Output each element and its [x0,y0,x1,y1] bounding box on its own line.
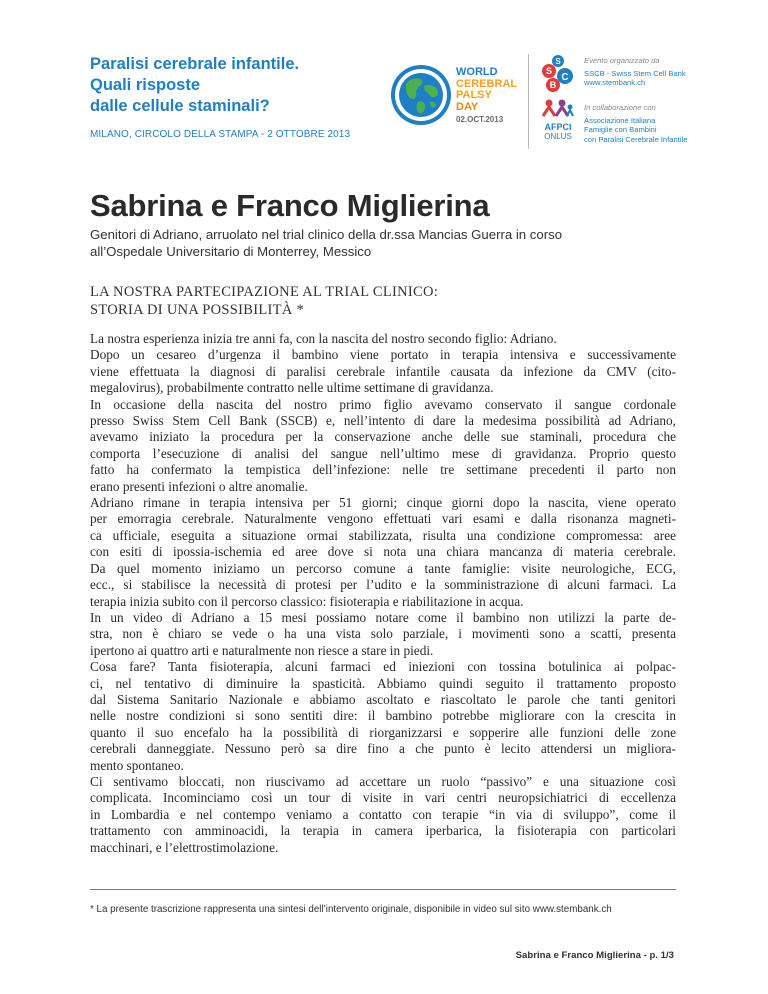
wcpd-word: DAY [456,100,479,113]
section-heading [90,283,438,319]
sscb-logo [538,54,578,94]
body-line: complicata. Incominciamo così un tour di visite in vari centri neuropsichiatrici di eccellenza [90,790,676,806]
partner-label: In collaborazione con [584,103,656,112]
body-line: stra, non è chiaro se vede o ha una vista solo parziale, i movimenti sono a scatti, presenta [90,626,676,642]
event-location-date: MILANO, CIRCOLO DELLA STAMPA - 2 OTTOBRE 2013 [90,129,351,140]
sscb-letter: B [549,80,557,90]
header-divider [528,54,529,149]
body-line: per emorragia cerebrale. Naturalmente vengono effettuati vari esami e dalla risonanza magneti- [90,511,676,527]
afpci-name: AFPCI [544,122,572,132]
partner-line: Associazione Italiana [584,115,656,125]
body-line: erano presenti infezioni o altre anomalie. [90,478,308,494]
body-line: In occasione della nascita del nostro primo figlio avevamo conservato il sangue cordonale [90,396,676,412]
sscb-letter: C [561,72,569,83]
body-line: con esiti di ipossia-ischemia ed aree dove si nota una chiara mancanza di materia cerebrale. [90,544,676,560]
body-line: Da quel momento iniziamo un percorso comune a tante famiglie: visite neurologiche, ECG, [90,560,676,576]
body-line: megalovirus), probabilmente contratto nelle ultime settimane di gravidanza. [90,380,494,396]
body-line: Ci sentivamo bloccati, non riuscivamo ad accettare un ruolo “passivo” e una situazione così [90,773,676,789]
body-line: comporta l’esecuzione di analisi del sangue nell’ultimo mese di gravidanza. Proprio questo [90,445,676,461]
article-body [90,331,676,856]
wcpd-word: CEREBRAL [456,77,518,90]
family-icon [540,98,576,118]
world-cerebral-palsy-day-logo [388,62,528,132]
sscb-letter: S [545,66,553,76]
afpci-onlus: ONLUS [544,132,572,141]
section-heading-line: STORIA DI UNA POSSIBILITÀ * [90,302,305,318]
body-line: Cosa fare? Tanta fisioterapia, alcuni farmaci ed iniezioni con tossina botulinica ai polpac- [90,659,676,675]
body-line: avevamo iniziato la procedura per la conservazione anche delle sue staminali, procedura che [90,429,676,445]
body-line: terapia inizia subito con il percorso classico: fisioterapia e riabilitazione in acqua. [90,593,524,609]
body-line: Adriano rimane in terapia intensiva per 51 giorni; cinque giorni dopo la nascita, viene operato [90,495,676,511]
organizer-name: SSCB - Swiss Stem Cell Bank [584,68,686,78]
footnote: * La presente trascrizione rappresenta una sintesi dell’intervento originale, disponibile in video sul sito www.stembank.ch [90,904,612,915]
body-line: ipertono ai quattro arti e naturalmente non riesce a stare in piedi. [90,642,434,658]
body-line: nelle nostre condizioni si sono sentiti dire: il bambino potrebbe migliorare con la crescita in [90,708,676,724]
globe-icon [388,62,454,128]
conference-title-line: Quali risposte [90,76,201,94]
body-line: mento spontaneo. [90,757,184,773]
body-line: La nostra esperienza inizia tre anni fa, con la nascita del nostro secondo figlio: Adriano. [90,331,557,346]
wcpd-word: WORLD [456,66,498,78]
organizer-info [584,56,686,88]
body-line: macchinari, e l’elettrostimolazione. [90,839,279,855]
body-line: ci, nel tentativo di diminuire la spasticità. Abbiamo quindi seguito il trattamento proposto [90,675,676,691]
organizer-label: Evento organizzato da [584,56,660,65]
partner-info [584,103,687,144]
conference-title-line: dalle cellule staminali? [90,97,270,115]
speaker-subtitle [90,226,690,260]
footnote-divider [90,889,676,890]
organizer-website: www.stembank.ch [584,78,646,88]
sscb-letter: S [555,57,561,66]
speaker-subtitle-line: Genitori di Adriano, arruolato nel trial clinico della dr.ssa Mancias Guerra in corso [90,227,563,242]
wcpd-date: 02.OCT.2013 [456,115,504,124]
wcpd-word: PALSY [456,89,492,101]
page-number: Sabrina e Franco Miglierina - p. 1/3 [515,950,674,961]
body-line: Dopo un cesareo d’urgenza il bambino viene portato in terapia intensiva e successivamente [90,347,676,363]
body-line: fatto ha confermato la tempistica dell’infezione: nelle tre settimane precedenti il parto non [90,462,676,478]
body-line: in Lombardia e nel contempo veniamo a contatto con terapie “in via di sviluppo”, come il [90,806,676,822]
body-line: In un video di Adriano a 15 mesi possiamo notare come il bambino non utilizzi la parte de- [90,609,676,625]
body-line: cerebrali danneggiate. Nessuno però sa dire fino a che punto è lecito attendersi un migliora- [90,741,676,757]
body-line: quanto il suo encefalo ha la possibilità di riorganizzarsi e sopperire alle funzioni delle zone [90,724,676,740]
partner-line: Famiglie con Bambini [584,125,657,135]
body-line: presso Swiss Stem Cell Bank (SSCB) e, nell’intento di dare la medesima possibilità ad Adriano, [90,413,676,429]
afpci-logo [540,98,576,141]
conference-title [90,54,390,117]
conference-title-line: Paralisi cerebrale infantile. [90,55,300,73]
body-line: viene effettuata la diagnosi di paralisi cerebrale infantile causata da infezione da CMV (cito- [90,363,676,379]
partner-line: con Paralisi Cerebrale Infantile [584,134,688,144]
body-line: dal Sistema Sanitario Nazionale e abbiamo ascoltato e riascoltato le parole che tanti genitori [90,691,676,707]
section-heading-line: LA NOSTRA PARTECIPAZIONE AL TRIAL CLINICO: [90,284,439,300]
body-line: ecc., si stabilisce la necessità di protesi per l’udito e la somministrazione di alcuni farmaci. La [90,577,676,593]
body-line: trattamento con amminoacidi, la terapia in camera iperbarica, la fisioterapia con particolari [90,823,676,839]
body-line: ca ufficiale, eseguita a situazione ormai stabilizzata, risulta una condizione compromessa: aree [90,527,676,543]
speaker-subtitle-line: all’Ospedale Universitario di Monterrey, Messico [90,244,372,259]
speaker-name: Sabrina e Franco Miglierina [90,188,490,223]
